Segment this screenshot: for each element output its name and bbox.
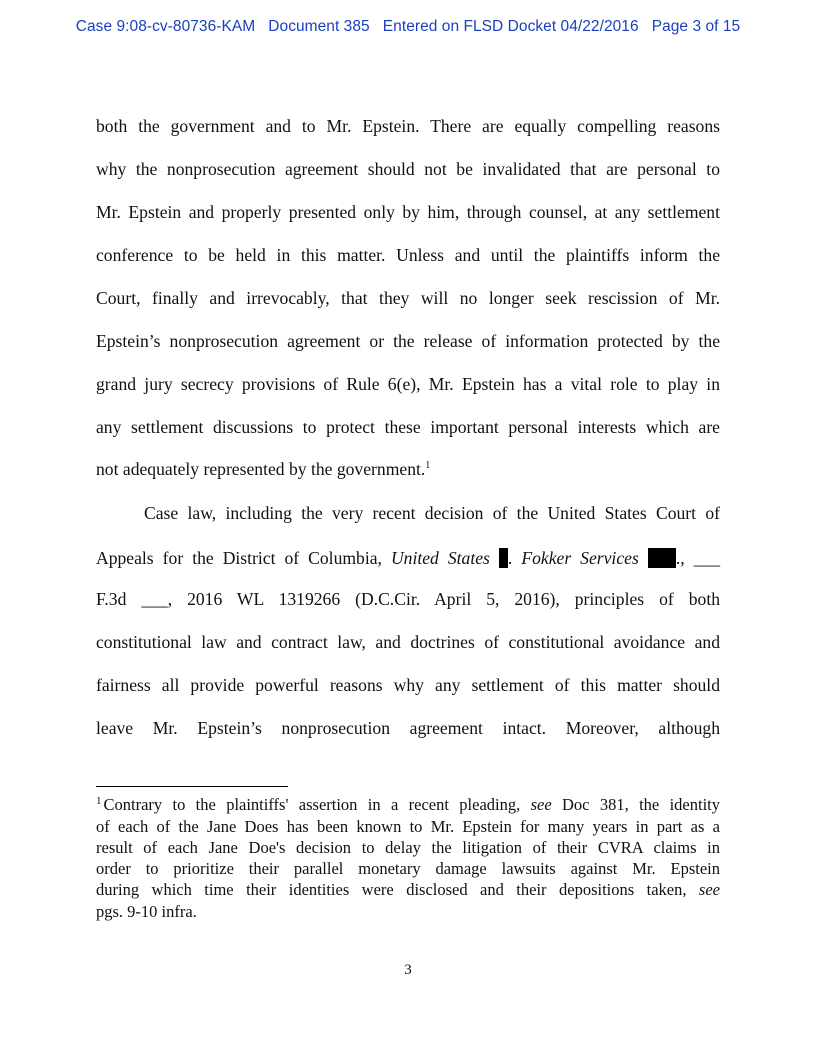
footnote-see: see	[530, 795, 552, 814]
body-line: any settlement discussions to protect these important personal interests which are	[96, 417, 720, 437]
citation-prefix: Appeals for the District of Columbia,	[96, 548, 391, 568]
citation-party-2: Fokker Services	[521, 548, 639, 568]
footnote-text: Contrary to the plaintiffs' assertion in a recent pleading,	[103, 795, 531, 814]
body-line: why the nonprosecution agreement should not be invalidated that are personal to	[96, 159, 720, 179]
case-citation-line	[96, 548, 720, 568]
paragraph-2-first-line: Case law, including the very recent decision of the United States Court of	[144, 503, 720, 523]
citation-mid: .	[507, 548, 522, 568]
body-line: grand jury secrecy provisions of Rule 6(e), Mr. Epstein has a vital role to play in	[96, 374, 720, 394]
body-line: constitutional law and contract law, and doctrines of constitutional avoidance and	[96, 632, 720, 652]
footnote-line	[96, 882, 720, 899]
body-line-last	[96, 461, 720, 479]
case-number: Case 9:08-cv-80736-KAM	[75, 18, 256, 35]
page-of: Page 3 of 15	[651, 18, 741, 35]
footnote-separator	[96, 786, 288, 787]
body-line: fairness all provide powerful reasons why any settlement of this matter should	[96, 675, 720, 695]
footnote-text: Doc 381, the identity	[551, 795, 720, 814]
footnote-text: during which time their identities were disclosed and their depositions taken,	[96, 880, 699, 899]
citation-suffix: ., ___	[675, 548, 721, 568]
body-line: Mr. Epstein and properly presented only by him, through counsel, at any settlement	[96, 202, 720, 222]
footnote-line: of each of the Jane Does has been known to Mr. Epstein for many years in part as a	[96, 817, 720, 836]
footnote-reference: 1	[425, 460, 431, 472]
body-line: leave Mr. Epstein’s nonprosecution agreement intact. Moreover, although	[96, 718, 720, 738]
redaction-block	[499, 548, 508, 568]
body-line: Epstein’s nonprosecution agreement or the release of information protected by the	[96, 331, 720, 351]
body-line-text: not adequately represented by the government.	[96, 459, 426, 479]
footnote-line: result of each Jane Doe's decision to delay the litigation of their CVRA claims in	[96, 838, 720, 857]
document-number: Document 385	[268, 18, 370, 35]
entered-date: Entered on FLSD Docket 04/22/2016	[382, 18, 639, 35]
body-line: Court, finally and irrevocably, that they will no longer seek rescission of Mr.	[96, 288, 720, 308]
citation-party-1: United States	[390, 548, 490, 568]
docket-header	[0, 18, 816, 36]
body-line: F.3d ___, 2016 WL 1319266 (D.C.Cir. April 5, 2016), principles of both	[96, 589, 720, 609]
footnote-line-last: pgs. 9-10 infra.	[96, 902, 197, 921]
redaction-block	[648, 548, 676, 568]
footnote-line	[96, 794, 720, 814]
page-number: 3	[404, 962, 412, 978]
footnote-see: see	[698, 880, 720, 899]
footnote-number: 1	[96, 794, 102, 807]
body-line: conference to be held in this matter. Unless and until the plaintiffs inform the	[96, 245, 720, 265]
footnote-line: order to prioritize their parallel monetary damage lawsuits against Mr. Epstein	[96, 859, 720, 878]
body-line: both the government and to Mr. Epstein. There are equally compelling reasons	[96, 116, 720, 136]
